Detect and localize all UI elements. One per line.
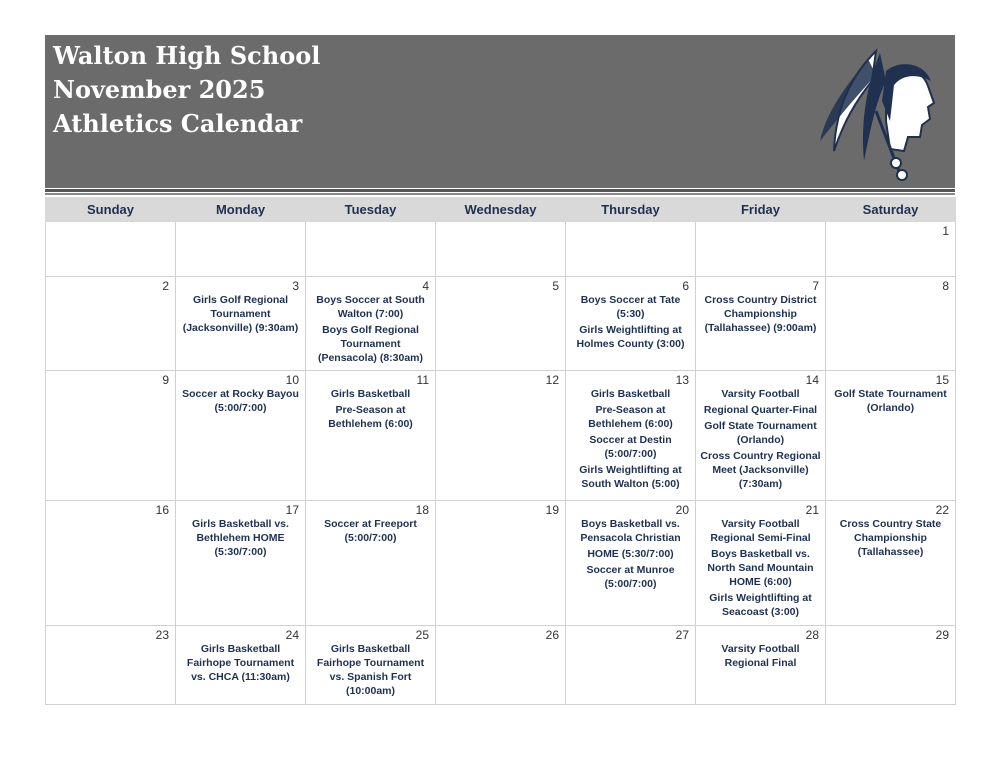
day-cell bbox=[696, 277, 826, 371]
day-number: 3 bbox=[292, 279, 299, 293]
day-number bbox=[700, 224, 821, 238]
day-cell bbox=[826, 277, 956, 371]
event-entry: Golf State Tournament (Orlando) bbox=[704, 420, 817, 446]
event-entry: Soccer at Freeport (5:00/7:00) bbox=[324, 518, 417, 544]
event-entry: Cross Country Regional Meet (Jacksonville) (7:30am) bbox=[700, 450, 821, 490]
day-number: 11 bbox=[416, 373, 429, 387]
day-cell bbox=[46, 626, 176, 705]
day-number bbox=[180, 224, 301, 238]
week-row bbox=[46, 222, 956, 277]
week-row bbox=[46, 501, 956, 626]
day-number: 10 bbox=[285, 373, 299, 387]
event-entry: Soccer at Rocky Bayou (5:00/7:00) bbox=[182, 388, 299, 414]
day-cell bbox=[306, 222, 436, 277]
day-cell bbox=[306, 371, 436, 501]
event-entry: Soccer at Destin (5:00/7:00) bbox=[589, 434, 672, 460]
day-number: 4 bbox=[422, 279, 429, 293]
calendar-grid bbox=[45, 197, 956, 705]
day-cell bbox=[566, 501, 696, 626]
day-cell bbox=[826, 501, 956, 626]
day-cell bbox=[826, 626, 956, 705]
event-entry: Boys Basketball vs. North Sand Mountain HOME (6:00) bbox=[707, 548, 814, 588]
event-entry: Boys Soccer at South Walton (7:00) bbox=[316, 294, 425, 320]
day-cell bbox=[436, 501, 566, 626]
divider bbox=[45, 189, 955, 192]
event-entry: Regional Quarter-Final bbox=[703, 404, 818, 416]
day-number: 24 bbox=[285, 628, 299, 642]
week-row bbox=[46, 277, 956, 371]
event-entry: Cross Country State Championship (Tallahassee) bbox=[839, 518, 942, 558]
event-entry: Pre-Season at Bethlehem (6:00) bbox=[588, 404, 673, 430]
day-cell bbox=[826, 371, 956, 501]
event-entry: Girls Basketball bbox=[590, 388, 671, 400]
day-number: 26 bbox=[545, 628, 559, 642]
day-cell bbox=[176, 371, 306, 501]
event-entry: Girls Weightlifting at South Walton (5:00) bbox=[579, 464, 682, 490]
day-cell bbox=[176, 222, 306, 277]
calendar-header bbox=[45, 35, 955, 188]
day-number: 18 bbox=[415, 503, 429, 517]
day-cell bbox=[306, 277, 436, 371]
day-cell bbox=[436, 626, 566, 705]
day-number: 28 bbox=[805, 628, 819, 642]
day-number: 19 bbox=[545, 503, 559, 517]
day-number bbox=[310, 224, 431, 238]
day-number: 6 bbox=[682, 279, 689, 293]
day-number: 7 bbox=[812, 279, 819, 293]
day-number: 15 bbox=[935, 373, 949, 387]
day-number: 25 bbox=[415, 628, 429, 642]
mascot-logo-icon bbox=[816, 41, 941, 183]
divider bbox=[45, 193, 955, 195]
event-entry: Boys Golf Regional Tournament (Pensacola) (8:30am) bbox=[317, 324, 424, 364]
calendar-name: Athletics Calendar bbox=[53, 109, 303, 138]
day-number: 17 bbox=[285, 503, 299, 517]
day-cell bbox=[46, 222, 176, 277]
event-entry: Girls Basketball Fairhope Tournament vs. CHCA (11:30am) bbox=[186, 643, 295, 683]
weekday-thursday: Thursday bbox=[566, 198, 696, 222]
page-title bbox=[53, 39, 320, 141]
day-cell bbox=[46, 277, 176, 371]
day-number: 20 bbox=[675, 503, 689, 517]
day-cell bbox=[306, 626, 436, 705]
day-number: 12 bbox=[545, 373, 559, 387]
event-entry: Golf State Tournament (Orlando) bbox=[834, 388, 947, 414]
event-entry: Girls Weightlifting at Seacoast (3:00) bbox=[709, 592, 812, 618]
day-cell bbox=[696, 626, 826, 705]
event-entry: Girls Basketball Fairhope Tournament vs. Spanish Fort (10:00am) bbox=[316, 643, 425, 697]
day-cell bbox=[826, 222, 956, 277]
weekday-monday: Monday bbox=[176, 198, 306, 222]
day-cell bbox=[176, 501, 306, 626]
day-cell bbox=[436, 371, 566, 501]
day-cell bbox=[696, 222, 826, 277]
day-number: 29 bbox=[935, 628, 949, 642]
event-entry: Girls Basketball vs. Bethlehem HOME (5:30/7:00) bbox=[192, 518, 289, 558]
event-entry: Varsity Football Regional Semi-Final bbox=[710, 518, 811, 544]
weekday-saturday: Saturday bbox=[826, 198, 956, 222]
day-number: 2 bbox=[162, 279, 169, 293]
day-cell bbox=[306, 501, 436, 626]
event-entry: Varsity Football Regional Final bbox=[721, 643, 800, 669]
day-number: 27 bbox=[675, 628, 689, 642]
week-row bbox=[46, 626, 956, 705]
day-number: 14 bbox=[805, 373, 819, 387]
day-cell bbox=[566, 626, 696, 705]
event-entry: Boys Soccer at Tate (5:30) bbox=[580, 294, 681, 320]
day-cell bbox=[176, 277, 306, 371]
day-cell bbox=[566, 277, 696, 371]
day-number: 23 bbox=[155, 628, 169, 642]
event-entry: Boys Basketball vs. Pensacola Christian bbox=[580, 518, 681, 544]
event-entry: Girls Weightlifting at Holmes County (3:00) bbox=[576, 324, 685, 350]
event-entry: Girls Basketball bbox=[330, 388, 411, 400]
day-cell bbox=[696, 371, 826, 501]
day-cell bbox=[566, 222, 696, 277]
day-cell bbox=[176, 626, 306, 705]
day-number: 13 bbox=[675, 373, 689, 387]
month-year: November 2025 bbox=[53, 75, 266, 104]
weekday-friday: Friday bbox=[696, 198, 826, 222]
event-entry: Varsity Football bbox=[721, 388, 800, 400]
event-entry: Cross Country District Championship (Tallahassee) (9:00am) bbox=[704, 294, 817, 334]
day-number bbox=[440, 224, 561, 238]
day-cell bbox=[436, 277, 566, 371]
day-cell bbox=[566, 371, 696, 501]
week-row bbox=[46, 371, 956, 501]
day-number: 1 bbox=[942, 224, 949, 238]
day-cell bbox=[436, 222, 566, 277]
weekday-wednesday: Wednesday bbox=[436, 198, 566, 222]
weekday-sunday: Sunday bbox=[46, 198, 176, 222]
weekday-tuesday: Tuesday bbox=[306, 198, 436, 222]
event-entry: Pre-Season at Bethlehem (6:00) bbox=[328, 404, 413, 430]
day-number: 21 bbox=[805, 503, 819, 517]
day-number: 8 bbox=[942, 279, 949, 293]
day-cell bbox=[46, 501, 176, 626]
day-number: 16 bbox=[155, 503, 169, 517]
event-entry: Girls Golf Regional Tournament (Jacksonville) (9:30am) bbox=[182, 294, 299, 334]
day-number: 9 bbox=[162, 373, 169, 387]
school-name: Walton High School bbox=[53, 41, 321, 70]
day-number bbox=[50, 224, 171, 238]
event-entry: HOME (5:30/7:00) bbox=[587, 548, 674, 560]
event-entry: Soccer at Munroe (5:00/7:00) bbox=[586, 564, 675, 590]
weekday-header-row bbox=[46, 198, 956, 222]
day-cell bbox=[696, 501, 826, 626]
day-number bbox=[570, 224, 691, 238]
day-number: 22 bbox=[935, 503, 949, 517]
day-cell bbox=[46, 371, 176, 501]
day-number: 5 bbox=[552, 279, 559, 293]
